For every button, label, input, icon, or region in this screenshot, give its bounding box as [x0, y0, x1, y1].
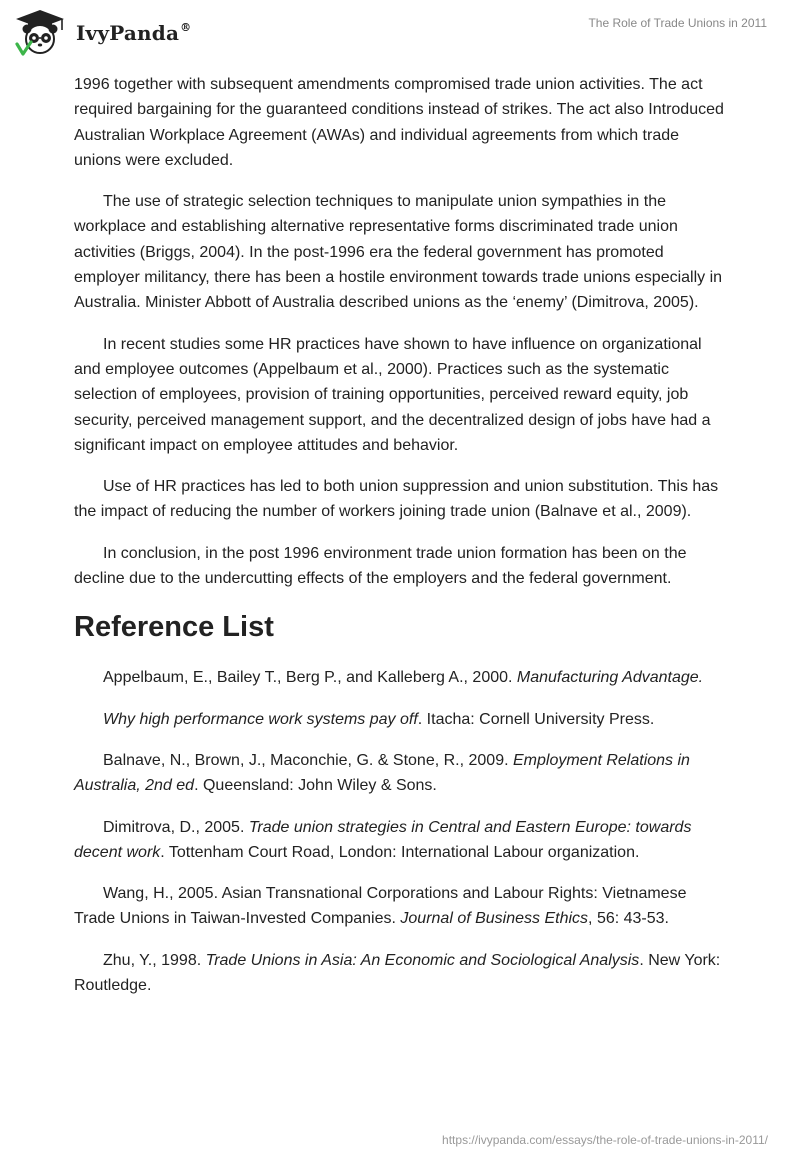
reference-item: Zhu, Y., 1998. Trade Unions in Asia: An Economic and Sociological Analysis. New York: Routledge.: [74, 951, 721, 995]
panda-graduate-icon: [14, 8, 66, 58]
page-header: [0, 0, 800, 64]
source-url[interactable]: https://ivypanda.com/essays/the-role-of-trade-unions-in-2011/: [442, 1133, 768, 1147]
reference-item: Appelbaum, E., Bailey T., Berg P., and Kalleberg A., 2000. Manufacturing Advantage.: [103, 669, 704, 687]
document-title: The Role of Trade Unions in 2011: [588, 16, 767, 30]
essay-content: [74, 72, 724, 1014]
body-paragraph: Use of HR practices has led to both union suppression and union substitution. This has the impact of reducing the number of workers joining trade union (Balnave et al., 2009).: [74, 478, 719, 521]
body-paragraph: In recent studies some HR practices have shown to have influence on organizational and employee outcomes (Appelbaum et al., 2000). Practices such as the systematic selection of employees, provision of training opportunities, perceived reward equity, job security, perceived management support, and the decentralized design of jobs have had a significant impact on employee attitudes and behavior.: [74, 335, 711, 454]
reference-item: Dimitrova, D., 2005. Trade union strategies in Central and Eastern Europe: towards decent work. Tottenham Court Road, London: International Labour organization.: [74, 818, 692, 861]
reference-list-heading: Reference List: [74, 611, 274, 644]
reference-item: Balnave, N., Brown, J., Maconchie, G. & Stone, R., 2009. Employment Relations in Australia, 2nd ed. Queensland: John Wiley & Sons.: [74, 751, 690, 795]
registered-mark: ®: [180, 21, 192, 34]
reference-item: Why high performance work systems pay off. Itacha: Cornell University Press.: [103, 710, 655, 728]
reference-item: Wang, H., 2005. Asian Transnational Corporations and Labour Rights: Vietnamese Trade Unions in Taiwan-Invested Companies. Journal of Business Ethics, 56: 43-53.: [74, 885, 687, 928]
body-paragraph: The use of strategic selection techniques to manipulate union sympathies in the workplace and establishing alternative representative forms discriminated trade union activities (Briggs, 2004). In the post-1996 era the federal government has promoted employer militancy, there has been a hostile environment towards trade unions especially in Australia. Minister Abbott of Australia described unions as the ‘enemy’ (Dimitrova, 2005).: [74, 193, 723, 312]
reference-list: [74, 665, 724, 998]
body-paragraph: In conclusion, in the post 1996 environment trade union formation has been on the decline due to the undercutting effects of the employers and the federal government.: [74, 544, 687, 588]
body-paragraph: 1996 together with subsequent amendments compromised trade union activities. The act required bargaining for the guaranteed conditions instead of strikes. The act also Introduced Australian Workplace Agreement (AWAs) and individual agreements from which trade unions were excluded.: [74, 76, 724, 169]
brand-name: IvyPanda®: [76, 21, 192, 45]
ivypanda-logo[interactable]: [14, 8, 214, 58]
